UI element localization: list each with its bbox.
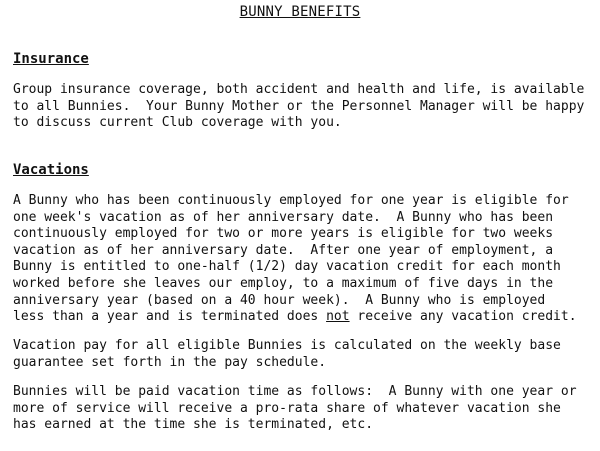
vacation-eligibility-paragraph <box>13 193 593 326</box>
vacation-pay-paragraph <box>13 338 593 371</box>
text-line-end: receive any vacation credit. <box>349 309 577 325</box>
text-line: Bunnies will be paid vacation time as follows: A Bunny with one year or <box>13 384 577 399</box>
text-line: guarantee set forth in the pay schedule. <box>13 354 327 370</box>
section-heading-vacations: Vacations <box>13 162 89 178</box>
text-line: more of service will receive a pro-rata share of whatever vacation she <box>13 400 561 416</box>
underlined-emphasis: not <box>326 309 350 325</box>
text-line: anniversary year (based on a 40 hour week). A Bunny who is employed <box>13 292 546 308</box>
text-line: one week's vacation as of her anniversary date. A Bunny who has been <box>13 209 554 225</box>
vacation-termination-paragraph <box>13 384 593 434</box>
text-line: continuously employed for two or more years is eligible for two weeks <box>13 226 554 242</box>
text-line: Bunny is entitled to one-half (1/2) day vacation credit for each month <box>13 259 561 275</box>
insurance-paragraph <box>13 82 593 132</box>
text-line: Vacation pay for all eligible Bunnies is calculated on the weekly base <box>13 338 561 353</box>
text-line: has earned at the time she is terminated, etc. <box>13 417 374 433</box>
text-line: to discuss current Club coverage with you. <box>13 115 342 131</box>
section-heading-insurance: Insurance <box>13 51 89 67</box>
text-line: A Bunny who has been continuously employed for one year is eligible for <box>13 193 569 208</box>
text-line: worked before she leaves our employ, to a maximum of five days in the <box>13 275 554 291</box>
text-line: vacation as of her anniversary date. After one year of employment, a <box>13 242 554 258</box>
text-line: to all Bunnies. Your Bunny Mother or the Personnel Manager will be happy <box>13 98 585 114</box>
text-line: Group insurance coverage, both accident and health and life, is available <box>13 82 585 97</box>
document-title: BUNNY BENEFITS <box>239 4 361 20</box>
text-line-start: less than a year and is terminated does <box>13 309 327 325</box>
